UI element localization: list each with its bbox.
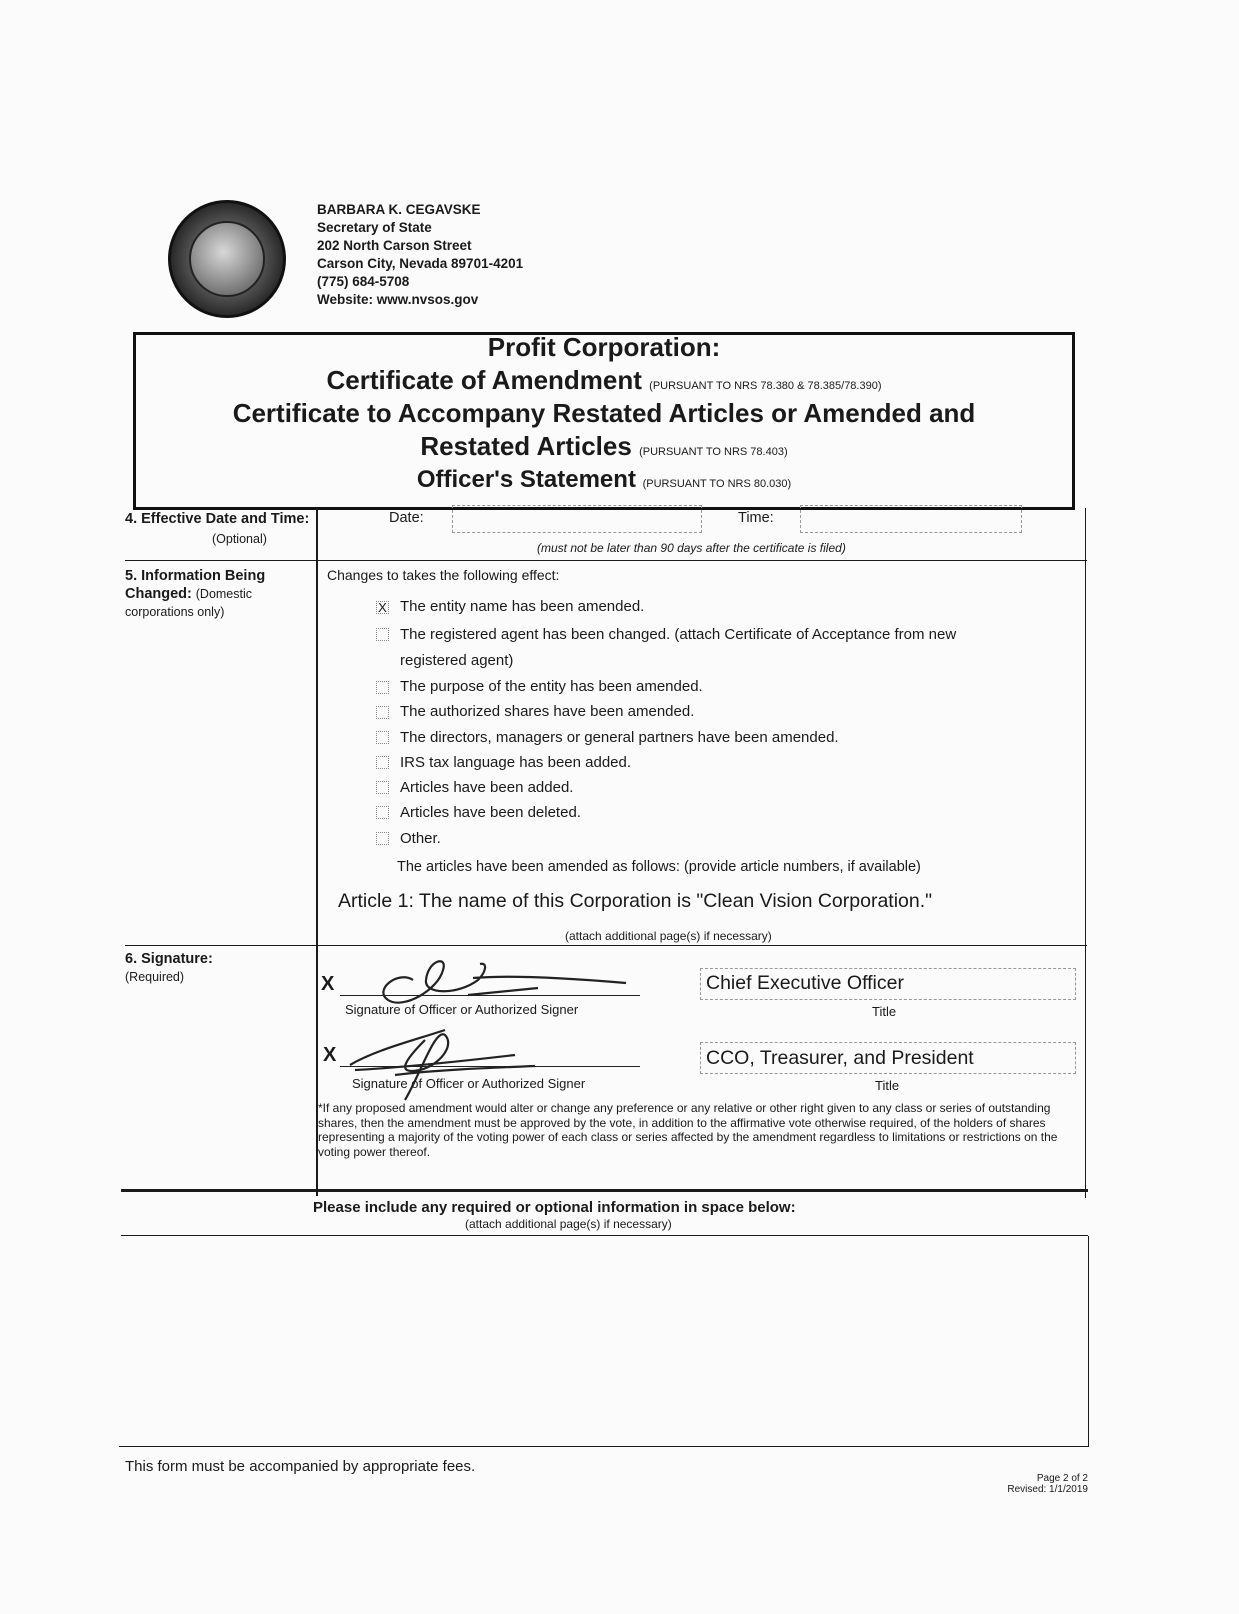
item-registered-agent-cont: registered agent) <box>400 652 514 669</box>
extra-top-line <box>121 1235 1088 1236</box>
checkbox-registered-agent[interactable] <box>376 628 389 641</box>
title-officer-statute: (PURSUANT TO NRS 80.030) <box>642 478 792 490</box>
extra-info-area[interactable] <box>122 1237 1086 1444</box>
item-entity-name: The entity name has been amended. <box>400 598 645 615</box>
signature-2-caption: Signature of Officer or Authorized Signer <box>352 1076 586 1091</box>
extra-info-note: (attach additional page(s) if necessary) <box>465 1217 672 1231</box>
item-articles-deleted: Articles have been deleted. <box>400 804 581 821</box>
extra-right-border <box>1088 1236 1089 1446</box>
signature-1-x: X <box>321 973 335 995</box>
title-amendment: Certificate of Amendment <box>326 365 642 395</box>
title-officer-statement: Officer's Statement <box>416 466 636 493</box>
phone-number: (775) 684-5708 <box>317 274 410 289</box>
title-restated-statute: (PURSUANT TO NRS 78.403) <box>639 446 788 458</box>
section-4-optional: (Optional) <box>212 532 267 546</box>
checkbox-articles-added[interactable] <box>376 781 389 794</box>
checkbox-directors[interactable] <box>376 731 389 744</box>
title-line-4 <box>133 431 1075 462</box>
state-seal <box>168 200 286 318</box>
title-line-1: Profit Corporation: <box>487 332 721 362</box>
street-address: 202 North Carson Street <box>317 238 472 253</box>
checkbox-authorized-shares[interactable] <box>376 706 389 719</box>
extra-bottom-line <box>119 1446 1089 1447</box>
item-articles-added: Articles have been added. <box>400 779 574 796</box>
checkbox-articles-deleted[interactable] <box>376 806 389 819</box>
item-registered-agent: The registered agent has been changed. (attach Certificate of Acceptance from new <box>400 626 957 643</box>
row-divider-4 <box>125 560 1087 561</box>
extra-info-heading: Please include any required or optional information in space below: <box>313 1199 796 1216</box>
amendment-footnote: *If any proposed amendment would alter or change any preference or any relative or other right given to any class or series of outstanding shares, then the amendment must be approved by the vote, in addition to the affirmative vote otherwise required, of the holders of shares representing a majority of the voting power of each class or series affected by the amendment regardless to limitations or restrictions on the voting power thereof. <box>318 1101 1058 1159</box>
page-number: Page 2 of 2 <box>1036 1473 1088 1484</box>
date-label: Date: <box>389 510 424 526</box>
row-divider-6 <box>121 1189 1088 1192</box>
date-field[interactable] <box>452 505 702 533</box>
item-purpose: The purpose of the entity has been amended. <box>400 678 703 695</box>
office-title: Secretary of State <box>317 220 432 235</box>
section-6-required: (Required) <box>125 970 185 984</box>
checkbox-irs-language[interactable] <box>376 756 389 769</box>
title-2-caption: Title <box>875 1078 900 1093</box>
item-irs-language: IRS tax language has been added. <box>400 754 632 771</box>
website: Website: www.nvsos.gov <box>317 292 479 307</box>
right-border <box>1085 508 1086 1198</box>
seal-emblem-icon <box>189 221 265 297</box>
articles-intro: The articles have been amended as follows: (provide article numbers, if available) <box>397 859 921 875</box>
title-1-value: Chief Executive Officer <box>706 972 904 994</box>
fees-note: This form must be accompanied by appropriate fees. <box>125 1458 476 1475</box>
row-divider-5 <box>125 945 1087 946</box>
item-other: Other. <box>400 830 441 847</box>
section-5-title: 5. Information Being Changed: <box>125 568 266 602</box>
section-4-title: 4. Effective Date and Time: <box>125 511 310 527</box>
time-field[interactable] <box>800 505 1022 533</box>
title-1-caption: Title <box>872 1004 897 1019</box>
checkbox-entity-name[interactable]: X <box>376 601 389 614</box>
section-5-label <box>125 567 310 621</box>
city-address: Carson City, Nevada 89701-4201 <box>317 256 524 271</box>
time-label: Time: <box>738 510 774 526</box>
title-2-value: CCO, Treasurer, and President <box>706 1047 974 1069</box>
officer-name: BARBARA K. CEGAVSKE <box>317 202 481 217</box>
checkbox-purpose[interactable] <box>376 681 389 694</box>
column-divider <box>316 508 318 1196</box>
signature-1-caption: Signature of Officer or Authorized Signer <box>345 1002 579 1017</box>
title-amendment-statute: (PURSUANT TO NRS 78.380 & 78.385/78.390) <box>649 380 882 392</box>
changes-intro: Changes to takes the following effect: <box>327 567 560 583</box>
checkbox-other[interactable] <box>376 832 389 845</box>
title-line-5 <box>133 466 1075 494</box>
article-text[interactable]: Article 1: The name of this Corporation is "Clean Vision Corporation." <box>338 890 933 912</box>
date-note: (must not be later than 90 days after the certificate is filed) <box>537 541 846 555</box>
title-restated: Restated Articles <box>420 431 632 461</box>
title-line-3: Certificate to Accompany Restated Articles or Amended and <box>232 398 976 428</box>
title-line-2 <box>133 365 1075 396</box>
section-5-qualifier: (Domestic corporations only) <box>125 587 253 619</box>
section-6-label <box>125 951 213 986</box>
signature-2-x: X <box>323 1044 337 1066</box>
revised-date: Revised: 1/1/2019 <box>1007 1484 1088 1495</box>
section-4-label <box>125 511 310 528</box>
section-6-title: 6. Signature: <box>125 951 213 967</box>
item-authorized-shares: The authorized shares have been amended. <box>400 703 695 720</box>
item-directors: The directors, managers or general partners have been amended. <box>400 729 839 746</box>
attach-note: (attach additional page(s) if necessary) <box>565 929 772 943</box>
